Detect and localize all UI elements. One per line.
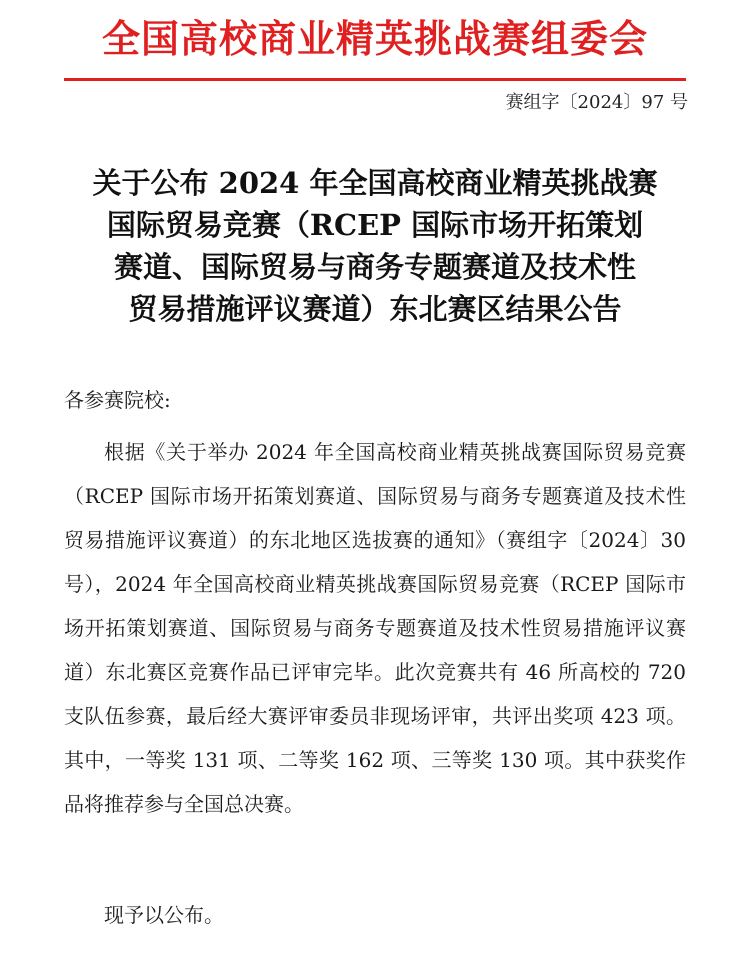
document-title-line: 贸易措施评议赛道）东北赛区结果公告 [128, 292, 622, 326]
closing-statement: 现予以公布。 [104, 903, 224, 927]
red-header-divider [64, 78, 686, 81]
salutation: 各参赛院校: [64, 388, 171, 412]
document-title [40, 162, 710, 330]
issuing-organization-header: 全国高校商业精英挑战赛组委会 [101, 16, 648, 61]
document-number: 赛组字〔2024〕97 号 [505, 92, 688, 113]
body-text [64, 430, 686, 826]
document-title-line: 国际贸易竞赛（RCEP 国际市场开拓策划 [106, 208, 644, 242]
document-title-line: 赛道、国际贸易与商务专题赛道及技术性 [113, 250, 636, 284]
body-paragraph: 根据《关于举办 2024 年全国高校商业精英挑战赛国际贸易竞赛（RCEP 国际市场开拓策划赛道、国际贸易与商务专题赛道及技术性贸易措施评议赛道）的东北地区选拔赛的通知》（赛组字〔2024〕30 号），2024 年全国高校商业精英挑战赛国际贸易竞赛（RCEP 国际市场开拓策划赛道、国际贸易与商务专题赛道及技术性贸易措施评议赛道）东北赛区竞赛作品已评审完毕。此次竞赛共有 46 所高校的 720 支队伍参赛，最后经大赛评审委员非现场评审，共评出奖项 423 项。其中，一等奖 131 项、二等奖 162 项、三等奖 130 项。其中获奖作品将推荐参与全国总决赛。 [64, 440, 686, 816]
document-title-line: 关于公布 2024 年全国高校商业精英挑战赛 [92, 166, 658, 200]
